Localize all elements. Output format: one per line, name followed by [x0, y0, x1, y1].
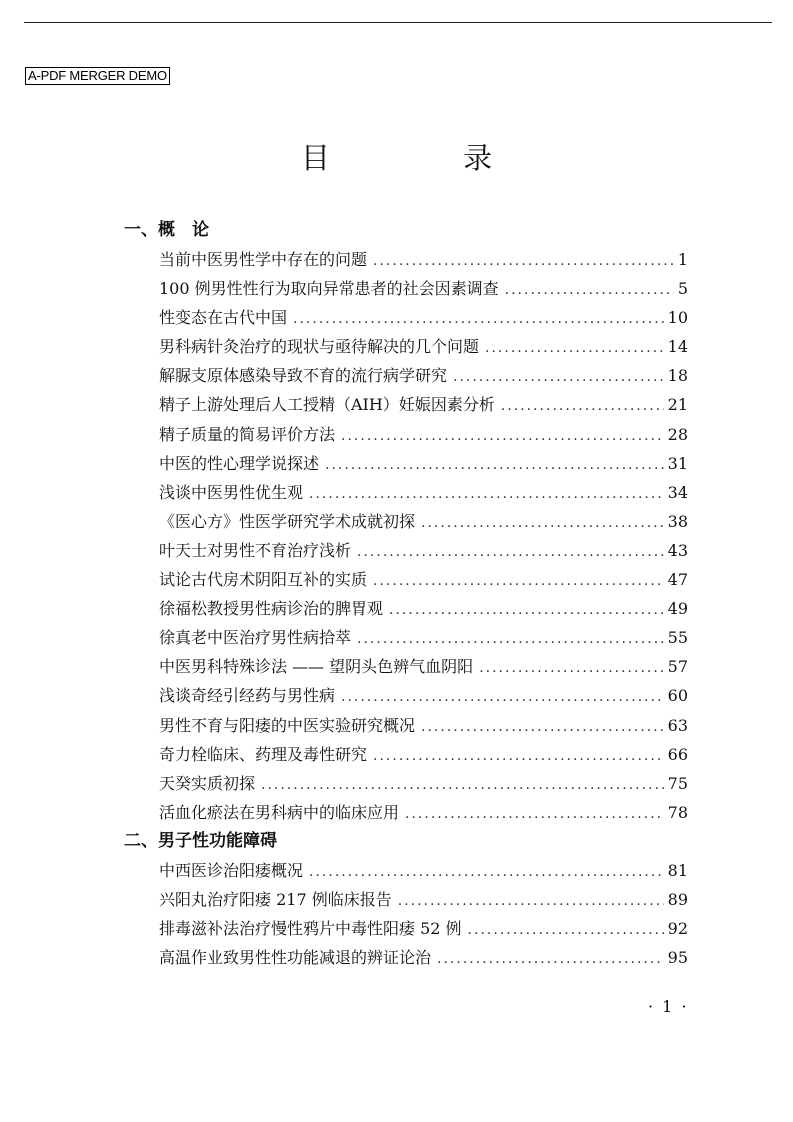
- toc-entry-title: 100 例男性性行为取向异常患者的社会因素调查: [159, 279, 499, 299]
- toc-entry[interactable]: [124, 274, 688, 303]
- toc-entry[interactable]: [124, 361, 688, 390]
- section-heading: 二、男子性功能障碍: [124, 830, 277, 851]
- toc-entry-title: 活血化瘀法在男科病中的临床应用: [159, 802, 400, 822]
- toc-entry[interactable]: [124, 478, 688, 507]
- dot-leader: [373, 567, 664, 596]
- dot-leader: [357, 625, 664, 654]
- dot-leader: [325, 451, 664, 480]
- toc-entry-title: 天癸实质初探: [159, 773, 256, 793]
- toc-entry-title: 精子上游处理后人工授精（AIH）妊娠因素分析: [159, 395, 495, 415]
- toc-entry[interactable]: [124, 798, 688, 827]
- toc-entry-title: 性变态在古代中国: [159, 308, 288, 328]
- toc-entry[interactable]: [124, 449, 688, 478]
- toc-entry-page: 89: [667, 889, 688, 909]
- top-rule: [24, 22, 772, 23]
- dot-leader: [309, 858, 664, 887]
- toc-entry-page: 75: [667, 773, 688, 793]
- toc-entry-page: 10: [667, 308, 688, 328]
- toc-entry-page: 66: [667, 744, 688, 764]
- toc-entry-page: 21: [667, 395, 688, 415]
- toc-entry-title: 男性不育与阳痿的中医实验研究概况: [159, 715, 416, 735]
- toc-entry-page: 31: [667, 453, 688, 473]
- toc-entry-title: 精子质量的简易评价方法: [159, 424, 336, 444]
- toc-entry-title: 高温作业致男性性功能减退的辨证论治: [159, 948, 432, 968]
- dot-leader: [357, 538, 664, 567]
- toc-entry-page: 5: [677, 279, 688, 299]
- dot-leader: [501, 392, 664, 421]
- toc-entry-title: 试论古代房术阴阳互补的实质: [159, 570, 368, 590]
- toc-entry-page: 81: [667, 860, 688, 880]
- dot-leader: [309, 480, 664, 509]
- dot-leader: [468, 916, 664, 945]
- dot-leader: [453, 363, 664, 392]
- toc-entry[interactable]: [124, 885, 688, 914]
- toc-entry[interactable]: [124, 652, 688, 681]
- toc-entry-title: 徐福松教授男性病诊治的脾胃观: [159, 599, 384, 619]
- dot-leader: [398, 887, 664, 916]
- toc-entry-title: 奇力栓临床、药理及毒性研究: [159, 744, 368, 764]
- toc-entry-page: 1: [677, 250, 688, 269]
- toc-entry-page: 49: [667, 599, 688, 619]
- toc-entry-page: 14: [667, 337, 688, 357]
- dot-leader: [485, 334, 664, 363]
- toc-entry-title: 叶天士对男性不育治疗浅析: [159, 540, 352, 560]
- toc-entry-title: 排毒滋补法治疗慢性鸦片中毒性阳痿 52 例: [159, 919, 462, 939]
- toc-entry-page: 92: [667, 919, 688, 939]
- toc-entry-page: 95: [667, 948, 688, 968]
- dot-leader: [505, 276, 674, 305]
- dot-leader: [389, 596, 664, 625]
- toc-entry[interactable]: [124, 711, 688, 740]
- toc-entry-title: 浅谈中医男性优生观: [159, 482, 304, 502]
- toc-entry[interactable]: [124, 594, 688, 623]
- dot-leader: [437, 945, 664, 974]
- toc-entry[interactable]: [124, 565, 688, 594]
- toc-entry-title: 徐真老中医治疗男性病拾萃: [159, 628, 352, 648]
- dot-leader: [341, 422, 664, 451]
- toc-entry[interactable]: [124, 332, 688, 361]
- toc-entry[interactable]: [124, 623, 688, 652]
- toc-entry-page: 34: [667, 482, 688, 502]
- toc-entry-title: 《医心方》性医学研究学术成就初探: [159, 511, 416, 531]
- toc-entry-title: 中医男科特殊诊法 —— 望阴头色辨气血阴阳: [159, 657, 474, 677]
- toc-entry[interactable]: [124, 420, 688, 449]
- toc-entry-title: 中医的性心理学说探述: [159, 453, 320, 473]
- dot-leader: [373, 742, 664, 771]
- toc-entry[interactable]: [124, 769, 688, 798]
- toc-entry[interactable]: [124, 943, 688, 972]
- dot-leader: [479, 654, 663, 683]
- toc-entry-title: 解脲支原体感染导致不育的流行病学研究: [159, 366, 448, 386]
- toc-entry-page: 78: [667, 802, 688, 822]
- toc-entry-title: 当前中医男性学中存在的问题: [159, 250, 368, 269]
- dot-leader: [421, 713, 664, 742]
- toc-entry-page: 63: [667, 715, 688, 735]
- toc-entry[interactable]: [124, 303, 688, 332]
- toc-entry[interactable]: [124, 390, 688, 419]
- watermark-label: A-PDF MERGER DEMO: [25, 67, 170, 85]
- toc-entry[interactable]: [124, 536, 688, 565]
- toc-entry[interactable]: [124, 681, 688, 710]
- toc-entry-title: 兴阳丸治疗阳痿 217 例临床报告: [159, 889, 392, 909]
- toc-entry-page: 18: [667, 366, 688, 386]
- toc-entry-page: 47: [667, 570, 688, 590]
- page-title: 目 录: [300, 141, 555, 175]
- toc-entry-page: 55: [667, 628, 688, 648]
- toc-entry[interactable]: [124, 245, 688, 274]
- section-heading: 一、概 论: [124, 220, 209, 240]
- toc-entry[interactable]: [124, 914, 688, 943]
- dot-leader: [341, 683, 664, 712]
- dot-leader: [405, 800, 664, 829]
- dot-leader: [261, 771, 664, 800]
- toc-entry[interactable]: [124, 856, 688, 885]
- toc-entry-page: 43: [667, 540, 688, 560]
- toc-entry[interactable]: [124, 507, 688, 536]
- toc-entry[interactable]: [124, 740, 688, 769]
- dot-leader: [293, 305, 664, 334]
- toc-entry-page: 57: [667, 657, 688, 677]
- toc-entry-page: 38: [667, 511, 688, 531]
- dot-leader: [421, 509, 664, 538]
- toc-entry-title: 男科病针灸治疗的现状与亟待解决的几个问题: [159, 337, 480, 357]
- dot-leader: [373, 247, 674, 276]
- table-of-contents: [124, 216, 688, 972]
- toc-entry-page: 60: [667, 686, 688, 706]
- toc-entry-page: 28: [667, 424, 688, 444]
- toc-entry-title: 中西医诊治阳痿概况: [159, 860, 304, 880]
- page-number: · 1 ·: [648, 997, 689, 1016]
- toc-entry-title: 浅谈奇经引经药与男性病: [159, 686, 336, 706]
